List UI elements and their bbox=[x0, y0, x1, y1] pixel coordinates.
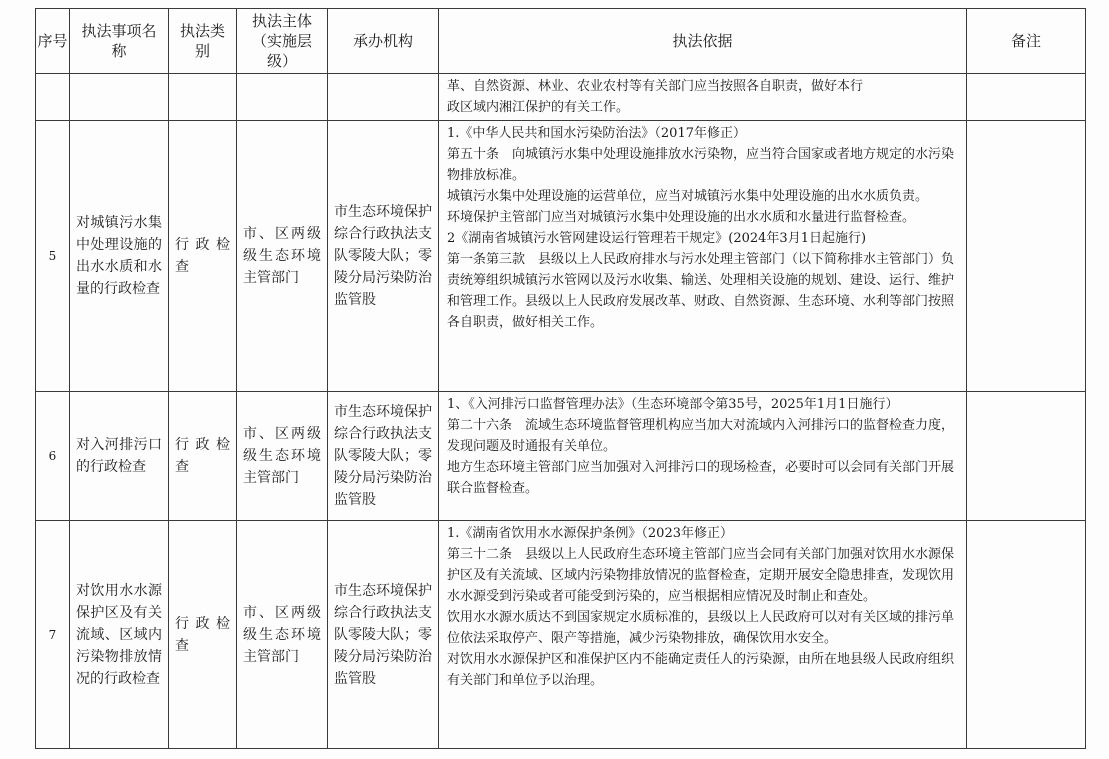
basis-line: 饮用水水源水质达不到国家规定水质标准的，县级以上人民政府可以对有关区域的排污单位依法采取停产、限产等措施，减少污染物排放，确保饮用水安全。 bbox=[447, 610, 955, 646]
basis-line: 第三十二条 县级以上人民政府生态环境主管部门应当会同有关部门加强对饮用水水源保护区及有关流域、区域内污染物排放情况的监督检查，定期开展安全隐患排查，发现饮用水水源受到污染或者可能受到污染的，应当根据相应情况及时制止和查处。 bbox=[447, 547, 955, 604]
table-row bbox=[36, 521, 1086, 749]
header-subject: 执法主体（实施层级） bbox=[237, 9, 328, 74]
cell-item: 对入河排污口的行政检查 bbox=[70, 392, 169, 521]
cell-agency: 市生态环境保护综合行政执法支队零陵大队；零陵分局污染防治监管股 bbox=[328, 521, 439, 749]
basis-line: 政区域内湘江保护的有关工作。 bbox=[447, 100, 630, 115]
cell-category: 行政检查 bbox=[169, 121, 237, 392]
header-category: 执法类别 bbox=[169, 9, 237, 74]
cell-basis bbox=[439, 392, 967, 521]
cell-basis bbox=[439, 74, 967, 121]
cell-subject bbox=[237, 74, 328, 121]
cell-remark bbox=[967, 74, 1086, 121]
basis-line: 第五十条 向城镇污水集中处理设施排放水污染物，应当符合国家或者地方规定的水污染物排放标准。 bbox=[447, 147, 955, 183]
cell-basis bbox=[439, 521, 967, 749]
basis-line: 革、自然资源、林业、农业农村等有关部门应当按照各自职责，做好本行 bbox=[447, 79, 864, 94]
header-agency: 承办机构 bbox=[328, 9, 439, 74]
table-row bbox=[36, 121, 1086, 392]
cell-agency: 市生态环境保护综合行政执法支队零陵大队；零陵分局污染防治监管股 bbox=[328, 392, 439, 521]
cell-subject: 市、区两级级生态环境主管部门 bbox=[237, 121, 328, 392]
header-item: 执法事项名称 bbox=[70, 9, 169, 74]
basis-line: 对饮用水水源保护区和准保护区内不能确定责任人的污染源，由所在地县级人民政府组织有关部门和单位予以治理。 bbox=[447, 652, 955, 688]
cell-remark bbox=[967, 121, 1086, 392]
cell-category: 行政检查 bbox=[169, 521, 237, 749]
cell-subject: 市、区两级级生态环境主管部门 bbox=[237, 392, 328, 521]
table-row bbox=[36, 392, 1086, 521]
cell-item: 对城镇污水集中处理设施的出水水质和水量的行政检查 bbox=[70, 121, 169, 392]
basis-line: 地方生态环境主管部门应当加强对入河排污口的现场检查，必要时可以会同有关部门开展联合监督检查。 bbox=[447, 460, 955, 496]
basis-line: 环境保护主管部门应当对城镇污水集中处理设施的出水水质和水量进行监督检查。 bbox=[447, 210, 916, 225]
header-remark: 备注 bbox=[967, 9, 1086, 74]
cell-idx bbox=[36, 74, 70, 121]
header-idx: 序号 bbox=[36, 9, 70, 74]
cell-basis bbox=[439, 121, 967, 392]
basis-line: 1.《中华人民共和国水污染防治法》（2017年修正） bbox=[447, 126, 746, 141]
cell-agency bbox=[328, 74, 439, 121]
cell-remark bbox=[967, 521, 1086, 749]
cell-subject: 市、区两级级生态环境主管部门 bbox=[237, 521, 328, 749]
basis-line: 第二十六条 流域生态环境监督管理机构应当加大对流域内入河排污口的监督检查力度，发现问题及时通报有关单位。 bbox=[447, 418, 955, 454]
basis-line: 1.《湖南省饮用水水源保护条例》（2023年修正） bbox=[447, 526, 733, 541]
table-row-continued bbox=[36, 74, 1086, 121]
basis-line: 城镇污水集中处理设施的运营单位，应当对城镇污水集中处理设施的出水水质负责。 bbox=[447, 189, 929, 204]
cell-category: 行政检查 bbox=[169, 392, 237, 521]
cell-remark bbox=[967, 392, 1086, 521]
cell-category bbox=[169, 74, 237, 121]
cell-item: 对饮用水水源保护区及有关流域、区域内污染物排放情况的行政检查 bbox=[70, 521, 169, 749]
cell-idx: 7 bbox=[36, 521, 70, 749]
cell-agency: 市生态环境保护综合行政执法支队零陵大队；零陵分局污染防治监管股 bbox=[328, 121, 439, 392]
basis-line: 1、《入河排污口监督管理办法》（生态环境部令第35号，2025年1月1日施行） bbox=[447, 397, 899, 412]
header-row bbox=[36, 9, 1086, 74]
basis-line: 第一条第三款 县级以上人民政府排水与污水处理主管部门（以下简称排水主管部门）负责统筹组织城镇污水管网以及污水收集、输送、处理相关设施的规划、建设、运行、维护和管理工作。县级以上人民政府发展改革、财政、自然资源、生态环境、水利等部门按照各自职责，做好相关工作。 bbox=[447, 252, 955, 330]
basis-line: 2《湖南省城镇污水管网建设运行管理若干规定》(2024年3月1日起施行) bbox=[447, 231, 867, 246]
enforcement-table bbox=[35, 8, 1086, 749]
cell-idx: 6 bbox=[36, 392, 70, 521]
cell-idx: 5 bbox=[36, 121, 70, 392]
cell-item bbox=[70, 74, 169, 121]
header-basis: 执法依据 bbox=[439, 9, 967, 74]
